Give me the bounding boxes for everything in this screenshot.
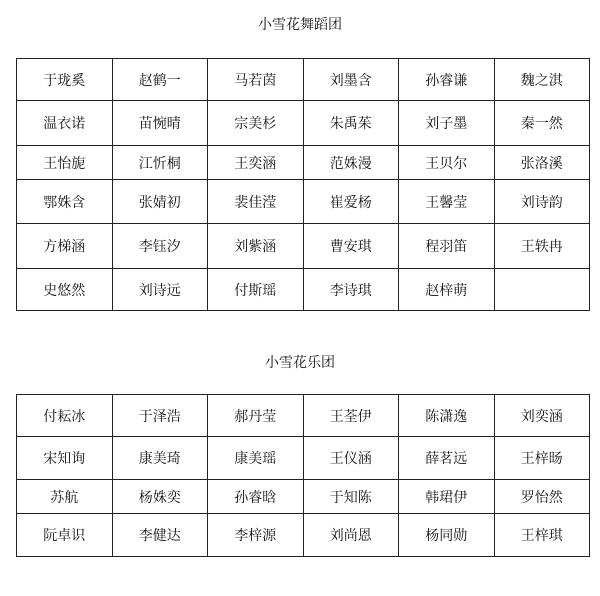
- member-name-cell: 史悠然: [17, 269, 113, 311]
- member-name-cell: 罗怡然: [494, 480, 590, 514]
- member-name-cell: 刘诗远: [112, 269, 208, 311]
- member-name-cell: 王贝尔: [399, 146, 495, 180]
- member-name-cell: 刘尚恩: [303, 514, 399, 557]
- member-name-cell: 宗美杉: [208, 101, 304, 146]
- member-name-cell: 崔爱杨: [303, 180, 399, 224]
- member-name-cell: 付斯瑶: [208, 269, 304, 311]
- member-name-cell: 温衣诺: [17, 101, 113, 146]
- member-name-cell: 陈潇逸: [399, 395, 495, 437]
- member-name-cell: 于珑奚: [17, 59, 113, 101]
- music-troupe-roster-table: [16, 394, 590, 557]
- table-row: [17, 514, 590, 557]
- empty-cell: [494, 269, 590, 311]
- member-name-cell: 王仪涵: [303, 437, 399, 480]
- member-name-cell: 曹安琪: [303, 224, 399, 269]
- member-name-cell: 秦一然: [494, 101, 590, 146]
- member-name-cell: 张洛溪: [494, 146, 590, 180]
- member-name-cell: 王轶冉: [494, 224, 590, 269]
- member-name-cell: 苏航: [17, 480, 113, 514]
- member-name-cell: 刘奕涵: [494, 395, 590, 437]
- member-name-cell: 孙睿谦: [399, 59, 495, 101]
- member-name-cell: 张婧初: [112, 180, 208, 224]
- member-name-cell: 韩珺伊: [399, 480, 495, 514]
- member-name-cell: 刘子墨: [399, 101, 495, 146]
- table-row: [17, 180, 590, 224]
- member-name-cell: 刘墨含: [303, 59, 399, 101]
- member-name-cell: 付耘冰: [17, 395, 113, 437]
- member-name-cell: 魏之淇: [494, 59, 590, 101]
- music-troupe-title: 小雪花乐团: [265, 355, 335, 371]
- member-name-cell: 于泽浩: [112, 395, 208, 437]
- member-name-cell: 裴佳滢: [208, 180, 304, 224]
- member-name-cell: 李钰汐: [112, 224, 208, 269]
- member-name-cell: 苗惋晴: [112, 101, 208, 146]
- member-name-cell: 刘紫涵: [208, 224, 304, 269]
- table-row: [17, 480, 590, 514]
- member-name-cell: 王荃伊: [303, 395, 399, 437]
- member-name-cell: 王奕涵: [208, 146, 304, 180]
- member-name-cell: 李梓源: [208, 514, 304, 557]
- table-row: [17, 224, 590, 269]
- member-name-cell: 鄂姝含: [17, 180, 113, 224]
- table-row: [17, 437, 590, 480]
- member-name-cell: 范姝漫: [303, 146, 399, 180]
- member-name-cell: 杨姝奕: [112, 480, 208, 514]
- member-name-cell: 于知陈: [303, 480, 399, 514]
- member-name-cell: 王怡旎: [17, 146, 113, 180]
- member-name-cell: 王梓旸: [494, 437, 590, 480]
- member-name-cell: 阮卓识: [17, 514, 113, 557]
- member-name-cell: 康美琦: [112, 437, 208, 480]
- table-row: [17, 395, 590, 437]
- member-name-cell: 江忻桐: [112, 146, 208, 180]
- dance-troupe-roster-table: [16, 58, 590, 311]
- member-name-cell: 薛茗远: [399, 437, 495, 480]
- member-name-cell: 马若茵: [208, 59, 304, 101]
- member-name-cell: 程羽笛: [399, 224, 495, 269]
- member-name-cell: 刘诗韵: [494, 180, 590, 224]
- member-name-cell: 宋知询: [17, 437, 113, 480]
- member-name-cell: 康美瑶: [208, 437, 304, 480]
- member-name-cell: 杨同勋: [399, 514, 495, 557]
- table-row: [17, 59, 590, 101]
- member-name-cell: 李健达: [112, 514, 208, 557]
- member-name-cell: 王梓琪: [494, 514, 590, 557]
- dance-troupe-title: 小雪花舞蹈团: [258, 17, 342, 33]
- member-name-cell: 赵鹤一: [112, 59, 208, 101]
- member-name-cell: 赵梓萌: [399, 269, 495, 311]
- member-name-cell: 李诗琪: [303, 269, 399, 311]
- member-name-cell: 方梯涵: [17, 224, 113, 269]
- member-name-cell: 王馨莹: [399, 180, 495, 224]
- table-row: [17, 146, 590, 180]
- table-row: [17, 269, 590, 311]
- member-name-cell: 朱禹茱: [303, 101, 399, 146]
- table-row: [17, 101, 590, 146]
- member-name-cell: 孙睿晗: [208, 480, 304, 514]
- member-name-cell: 郝丹莹: [208, 395, 304, 437]
